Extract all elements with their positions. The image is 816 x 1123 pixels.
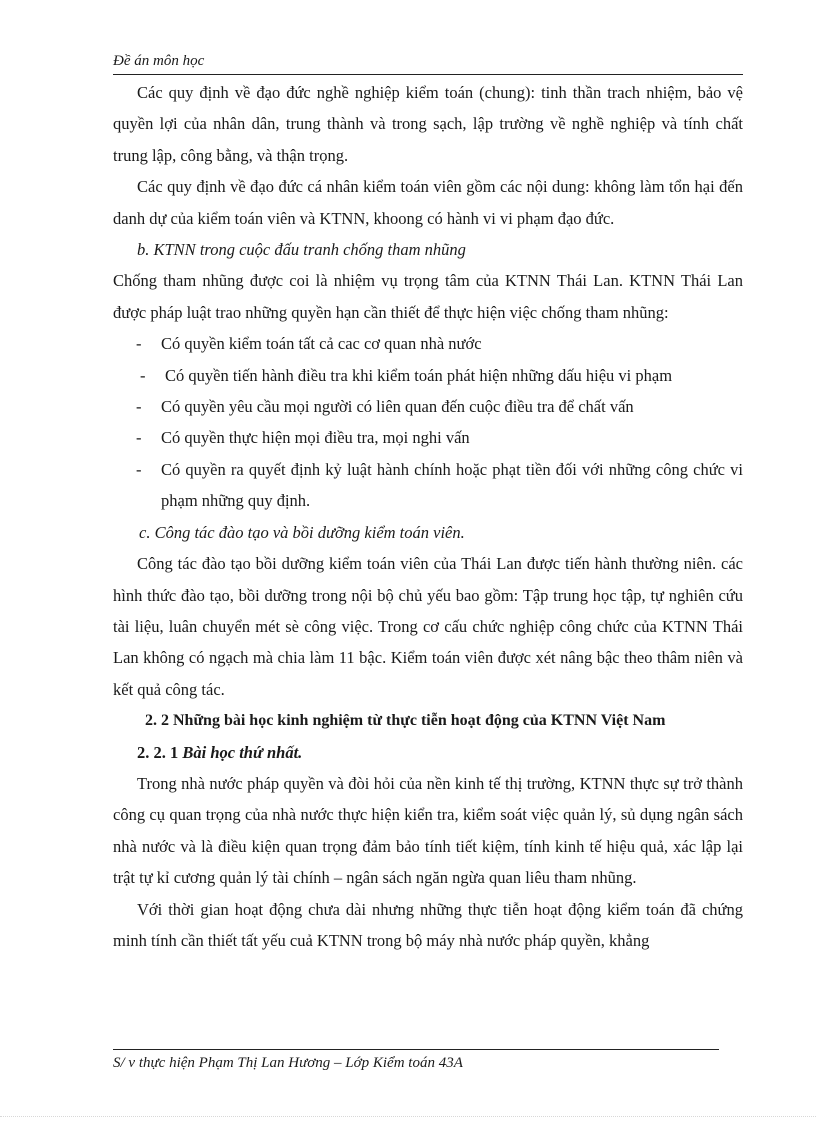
- subsection-heading: [113, 737, 743, 768]
- list-item-text: Có quyền yêu cầu mọi người có liên quan đến cuộc điều tra để chất vấn: [161, 397, 634, 417]
- subsection-number: 2. 2. 1: [137, 742, 183, 762]
- page-edge-divider: [0, 1115, 816, 1117]
- bullet-dash: -: [136, 397, 142, 417]
- heading-anti-corruption: b. KTNN trong cuộc đấu tranh chống tham nhũng: [137, 240, 466, 260]
- subsection-title: Bài học thứ nhất.: [182, 742, 303, 762]
- page-header: [113, 50, 743, 75]
- section-heading: 2. 2 Những bài học kinh nghiệm từ thực tiễn hoạt động của KTNN Việt Nam: [145, 712, 666, 730]
- paragraph-anti-corruption: Chống tham nhũng được coi là nhiệm vụ trọng tâm của KTNN Thái Lan. KTNN Thái Lan được pháp luật trao những quyền hạn cần thiết để thực hiện việc chống tham nhũng:: [113, 271, 743, 322]
- list-item-text: Có quyền ra quyết định kỷ luật hành chính hoặc phạt tiền đối với những công chức vi phạm những quy định.: [161, 459, 743, 511]
- list-item: [113, 391, 743, 422]
- list-item-text: Có quyền thực hiện mọi điều tra, mọi nghi vấn: [161, 428, 470, 448]
- list-item: [113, 454, 743, 517]
- bullet-dash: -: [136, 334, 142, 354]
- list-item: [113, 422, 743, 453]
- paragraph-training: Công tác đào tạo bồi dưỡng kiểm toán viên của Thái Lan được tiến hành thường niên. các hình thức đào tạo, bồi dưỡng trong nội bộ chủ yếu bao gồm: Tập trung học tập, tự nghiên cứu tài liệu, luân chuyển mét sè công việc. Trong cơ cấu chức nghiệp công chức của KTNN Thái Lan không có ngạch mà chia làm 11 bậc. Kiểm toán viên được xét nâng bậc theo thâm niên và kết quả công tác.: [113, 554, 743, 699]
- page-body: [113, 77, 743, 956]
- list-item-text: Có quyền tiến hành điều tra khi kiểm toán phát hiện những dấu hiệu vi phạm: [165, 365, 673, 385]
- paragraph-professional-ethics: Các quy định về đạo đức nghề nghiệp kiểm toán (chung): tinh thần trach nhiệm, bảo vệ quyền lợi của nhân dân, trung thành và trong sạch, lập trường về nghề nghiệp và tính chất trung lập, công bằng, và thận trọng.: [113, 83, 743, 165]
- paragraph-lesson-one: Trong nhà nước pháp quyền và đòi hỏi của nền kinh tế thị trường, KTNN thực sự trở thành công cụ quan trọng của nhà nước thực hiện kiển tra, kiểm soát việc quản lý, sủ dụng ngân sách nhà nước và là điều kiện quan trọng đảm bảo tính tiết kiệm, tính kinh tế hiệu quả, xác lập lại trật tự kỉ cương quản lý tài chính – ngân sách ngăn ngừa quan liêu tham nhũng.: [113, 773, 743, 888]
- footer-text: S/ v thực hiện Phạm Thị Lan Hương – Lớp Kiểm toán 43A: [113, 1055, 463, 1071]
- header-title: Đề án môn học: [113, 53, 205, 69]
- paragraph-lesson-one-continued: Với thời gian hoạt động chưa dài nhưng những thực tiễn hoạt động kiểm toán đã chứng minh tính cần thiết tất yếu cuả KTNN trong bộ máy nhà nước pháp quyền, khẳng: [113, 899, 743, 950]
- list-item: [113, 328, 743, 359]
- page-footer: [113, 1049, 719, 1074]
- rights-list: [113, 328, 743, 516]
- paragraph-personal-ethics: Các quy định về đạo đức cá nhân kiểm toán viên gồm các nội dung: không làm tổn hại đến danh dự của kiểm toán viên và KTNN, khoong có hành vi vi phạm đạo đức.: [113, 177, 743, 228]
- heading-training: c. Công tác đào tạo và bồi dưỡng kiểm toán viên.: [139, 522, 465, 542]
- list-item-text: Có quyền kiểm toán tất cả cac cơ quan nhà nước: [161, 334, 482, 354]
- bullet-dash: -: [136, 459, 142, 479]
- bullet-dash: -: [140, 365, 146, 385]
- bullet-dash: -: [136, 428, 142, 448]
- list-item: [113, 360, 743, 391]
